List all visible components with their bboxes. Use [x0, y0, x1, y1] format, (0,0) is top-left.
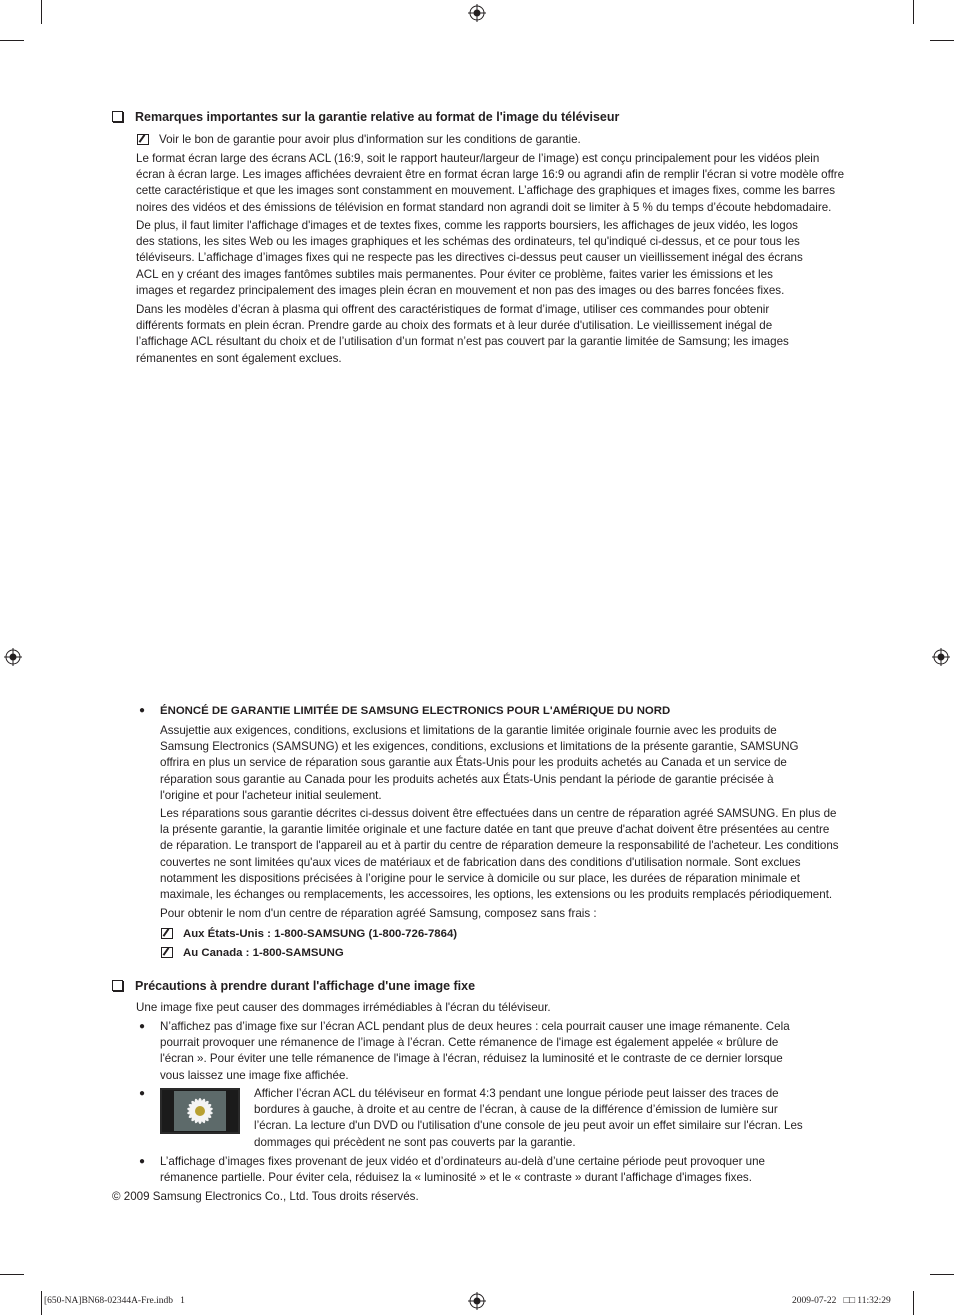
- registration-mark-icon: [932, 648, 950, 666]
- checkbox-square-icon: [112, 111, 123, 122]
- crop-mark: [0, 40, 24, 41]
- bullet-icon: ●: [139, 705, 146, 716]
- section-title-warranty-format: Remarques importantes sur la garantie relative au format de l'image du téléviseur: [112, 109, 619, 125]
- footer-file-name: [650-NA]BN68-02344A-Fre.indb 1: [44, 1296, 185, 1306]
- note-pencil-icon: [137, 134, 149, 145]
- section1-paragraph-1: Le format écran large des écrans ACL (16:9, soit le rapport hauteur/largeur de l’image) est conçu principalement pour les vidéos plein écran à écran large. Les images affichées devraient être en format écran large 16:9 ou agrandi afin de remplir l'écran si votre modèle offre cette caractéristique et que les images sont constamment en mouvement. L’affichage des graphiques et images fixes, comme les barres noires des vidéos et des émissions de télévision en format standard non agrandi doit se limiter à 5 % du temps d’écoute hebdomadaire.: [136, 152, 845, 214]
- contact-usa: Aux États-Unis : 1-800-SAMSUNG (1-800-726-7864): [161, 926, 457, 942]
- footer-datetime: 2009-07-22 □□ 11:32:29: [792, 1296, 891, 1306]
- note-pencil-icon: [161, 928, 173, 939]
- section2-intro: Une image fixe peut causer des dommages irrémédiables à l'écran du téléviseur.: [136, 1001, 551, 1014]
- registration-mark-icon: [4, 648, 22, 666]
- warranty-paragraph-2: Les réparations sous garantie décrites ci-dessus doivent être effectuées dans un centre de réparation agréé SAMSUNG. En plus de la présente garantie, la garantie limitée originale et une facture datée en tant que preuve d'achat doivent être présentées au centre de réparation. Le transport de l'appareil au et à partir du centre de réparation demeure la responsabilité de l'acheteur. Les conditions couvertes ne sont limitées qu'aux vices de matériaux et de fabrication dans des conditions d'utilisation normale. Sont exclues notamment les dispositions précisées à l’origine pour le service à domicile ou sur place, les durées de réparation minimale et maximale, les échanges ou remplacements, les accessoires, les options, les extensions ou les produits remplacés périodiquement.: [160, 807, 839, 902]
- section1-paragraph-2: De plus, il faut limiter l'affichage d'images et de textes fixes, comme les rapports boursiers, les affichages de jeux vidéo, les logos des stations, les sites Web ou les images graphiques et les schémas des ordinateurs, tel qu'indiqué ci-dessus, et ce pour tous les téléviseurs. L’affichage d’images fixes qui ne respecte pas les directives ci-dessus peut causer un vieillissement inégal des écrans ACL en y créant des images fantômes subtiles mais permanentes. Pour éviter ce problème, faites varier les émissions et les images et regardez principalement des images plein écran en mouvement et non pas des images ou des barres foncées fixes.: [136, 219, 803, 297]
- registration-mark-icon: [468, 4, 486, 22]
- section2-bullet-2-text: Afficher l’écran ACL du téléviseur en format 4:3 pendant une longue période peut laisser des traces de bordures à gauche, à droite et au centre de l’écran, à cause de la différence d’émission de lumière sur l’écran. La lecture d'un DVD ou l'utilisation d'une console de jeu peut avoir un effet similaire sur l'écran. Les dommages qui précèdent ne sont pas couverts par la garantie.: [254, 1087, 803, 1149]
- section-title-still-image: Précautions à prendre durant l'affichage d'une image fixe: [112, 978, 475, 994]
- crop-mark: [41, 0, 42, 24]
- crop-mark: [930, 40, 954, 41]
- bullet-icon: ●: [139, 1021, 146, 1032]
- section1-paragraph-3: Dans les modèles d’écran à plasma qui offrent des caractéristiques de format d’image, utiliser ces commandes pour obtenir différents formats en plein écran. Prendre garde au choix des formats et à leur durée d'utilisation. Le vieillissement inégal de l’affichage ACL résultant du choix et de l’utilisation d’un format n’est pas couvert par la garantie limitée de Samsung; les images rémanentes en sont également exclues.: [136, 303, 789, 365]
- note-pencil-icon: [161, 947, 173, 958]
- bullet-icon: ●: [139, 1156, 146, 1167]
- warranty-paragraph-1: Assujettie aux exigences, conditions, exclusions et limitations de la garantie limitée originale fournie avec les produits de Samsung Electronics (SAMSUNG) et les exigences, conditions, exclusions et limitations de la présente garantie, SAMSUNG offrira en plus un service de réparation sous garantie aux États-Unis pour les produits achetés au Canada et un service de réparation sous garantie au Canada pour les produits achetés aux États-Unis pendant la période de garantie précisée à l'origine et pour l'acheteur initial seulement.: [160, 724, 799, 802]
- crop-mark: [41, 1291, 42, 1315]
- copyright: © 2009 Samsung Electronics Co., Ltd. Tous droits réservés.: [112, 1190, 419, 1203]
- crop-mark: [913, 0, 914, 24]
- note-warranty-card: Voir le bon de garantie pour avoir plus d'information sur les conditions de garantie.: [137, 132, 581, 148]
- contact-canada: Au Canada : 1-800-SAMSUNG: [161, 945, 344, 961]
- tv-flower-image: [160, 1088, 240, 1134]
- bullet-icon: ●: [139, 1088, 146, 1099]
- registration-mark-icon: [468, 1292, 486, 1310]
- crop-mark: [913, 1291, 914, 1315]
- crop-mark: [930, 1274, 954, 1275]
- checkbox-square-icon: [112, 980, 123, 991]
- crop-mark: [0, 1274, 24, 1275]
- warranty-paragraph-3: Pour obtenir le nom d'un centre de réparation agréé Samsung, composez sans frais :: [160, 907, 597, 920]
